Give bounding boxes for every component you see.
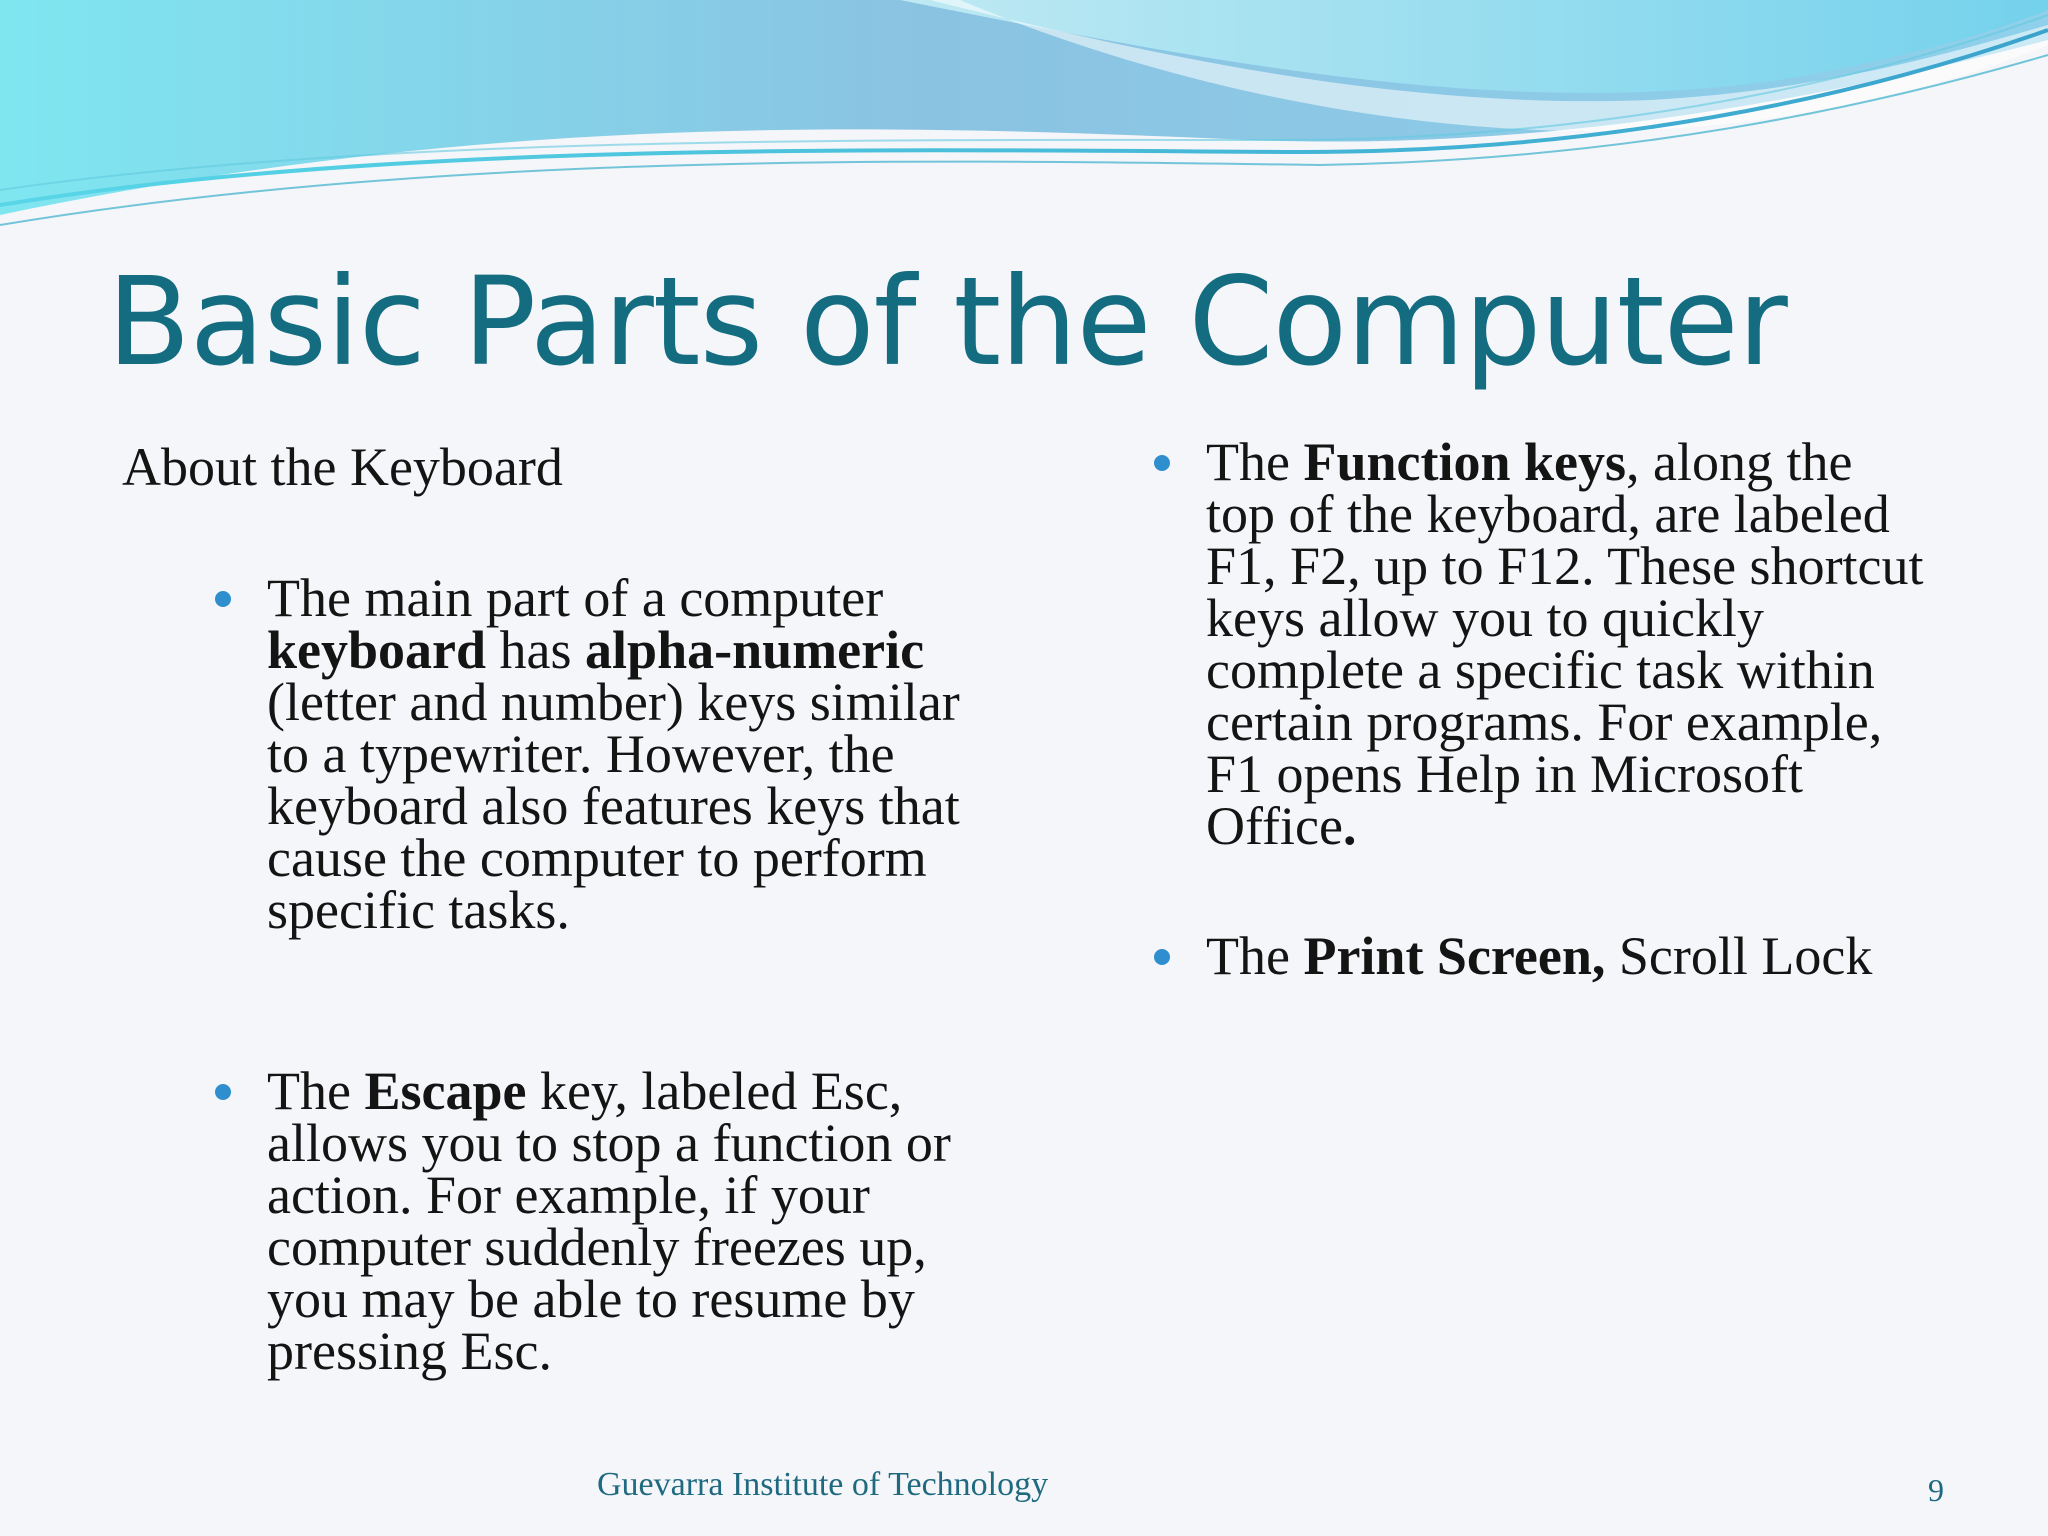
bullet-dot — [1154, 455, 1170, 471]
bullet-function-keys — [1206, 432, 1926, 856]
bullet-keyboard-main — [267, 568, 987, 940]
bullet-escape-key — [267, 1061, 967, 1381]
bullet-text: The Escape key, labeled Esc, allows you to stop a function or action. For example, if your computer suddenly freezes up, you may be able to resume by pressing Esc. — [267, 1061, 951, 1381]
header-wave-decoration — [0, 0, 2048, 240]
section-subheading: About the Keyboard — [122, 437, 563, 497]
bullet-dot — [215, 591, 231, 607]
bullet-dot — [215, 1084, 231, 1100]
bullet-print-screen — [1206, 926, 1926, 986]
page-number: 9 — [1928, 1472, 1944, 1508]
bullet-text: The main part of a computer keyboard has alpha-numeric (letter and number) keys similar to a typewriter. However, the keyboard also features keys that cause the computer to perform specific tasks. — [267, 568, 960, 940]
slide-footer: Guevarra Institute of Technology — [597, 1466, 1049, 1503]
bullet-text: The Print Screen, Scroll Lock — [1206, 926, 1873, 986]
bullet-text: The Function keys, along the top of the keyboard, are labeled F1, F2, up to F12. These shortcut keys allow you to quickly complete a specific task within certain programs. For example, F1 opens Help in Microsoft Office. — [1206, 432, 1924, 856]
bullet-dot — [1154, 949, 1170, 965]
slide-title: Basic Parts of the Computer — [107, 251, 1787, 393]
